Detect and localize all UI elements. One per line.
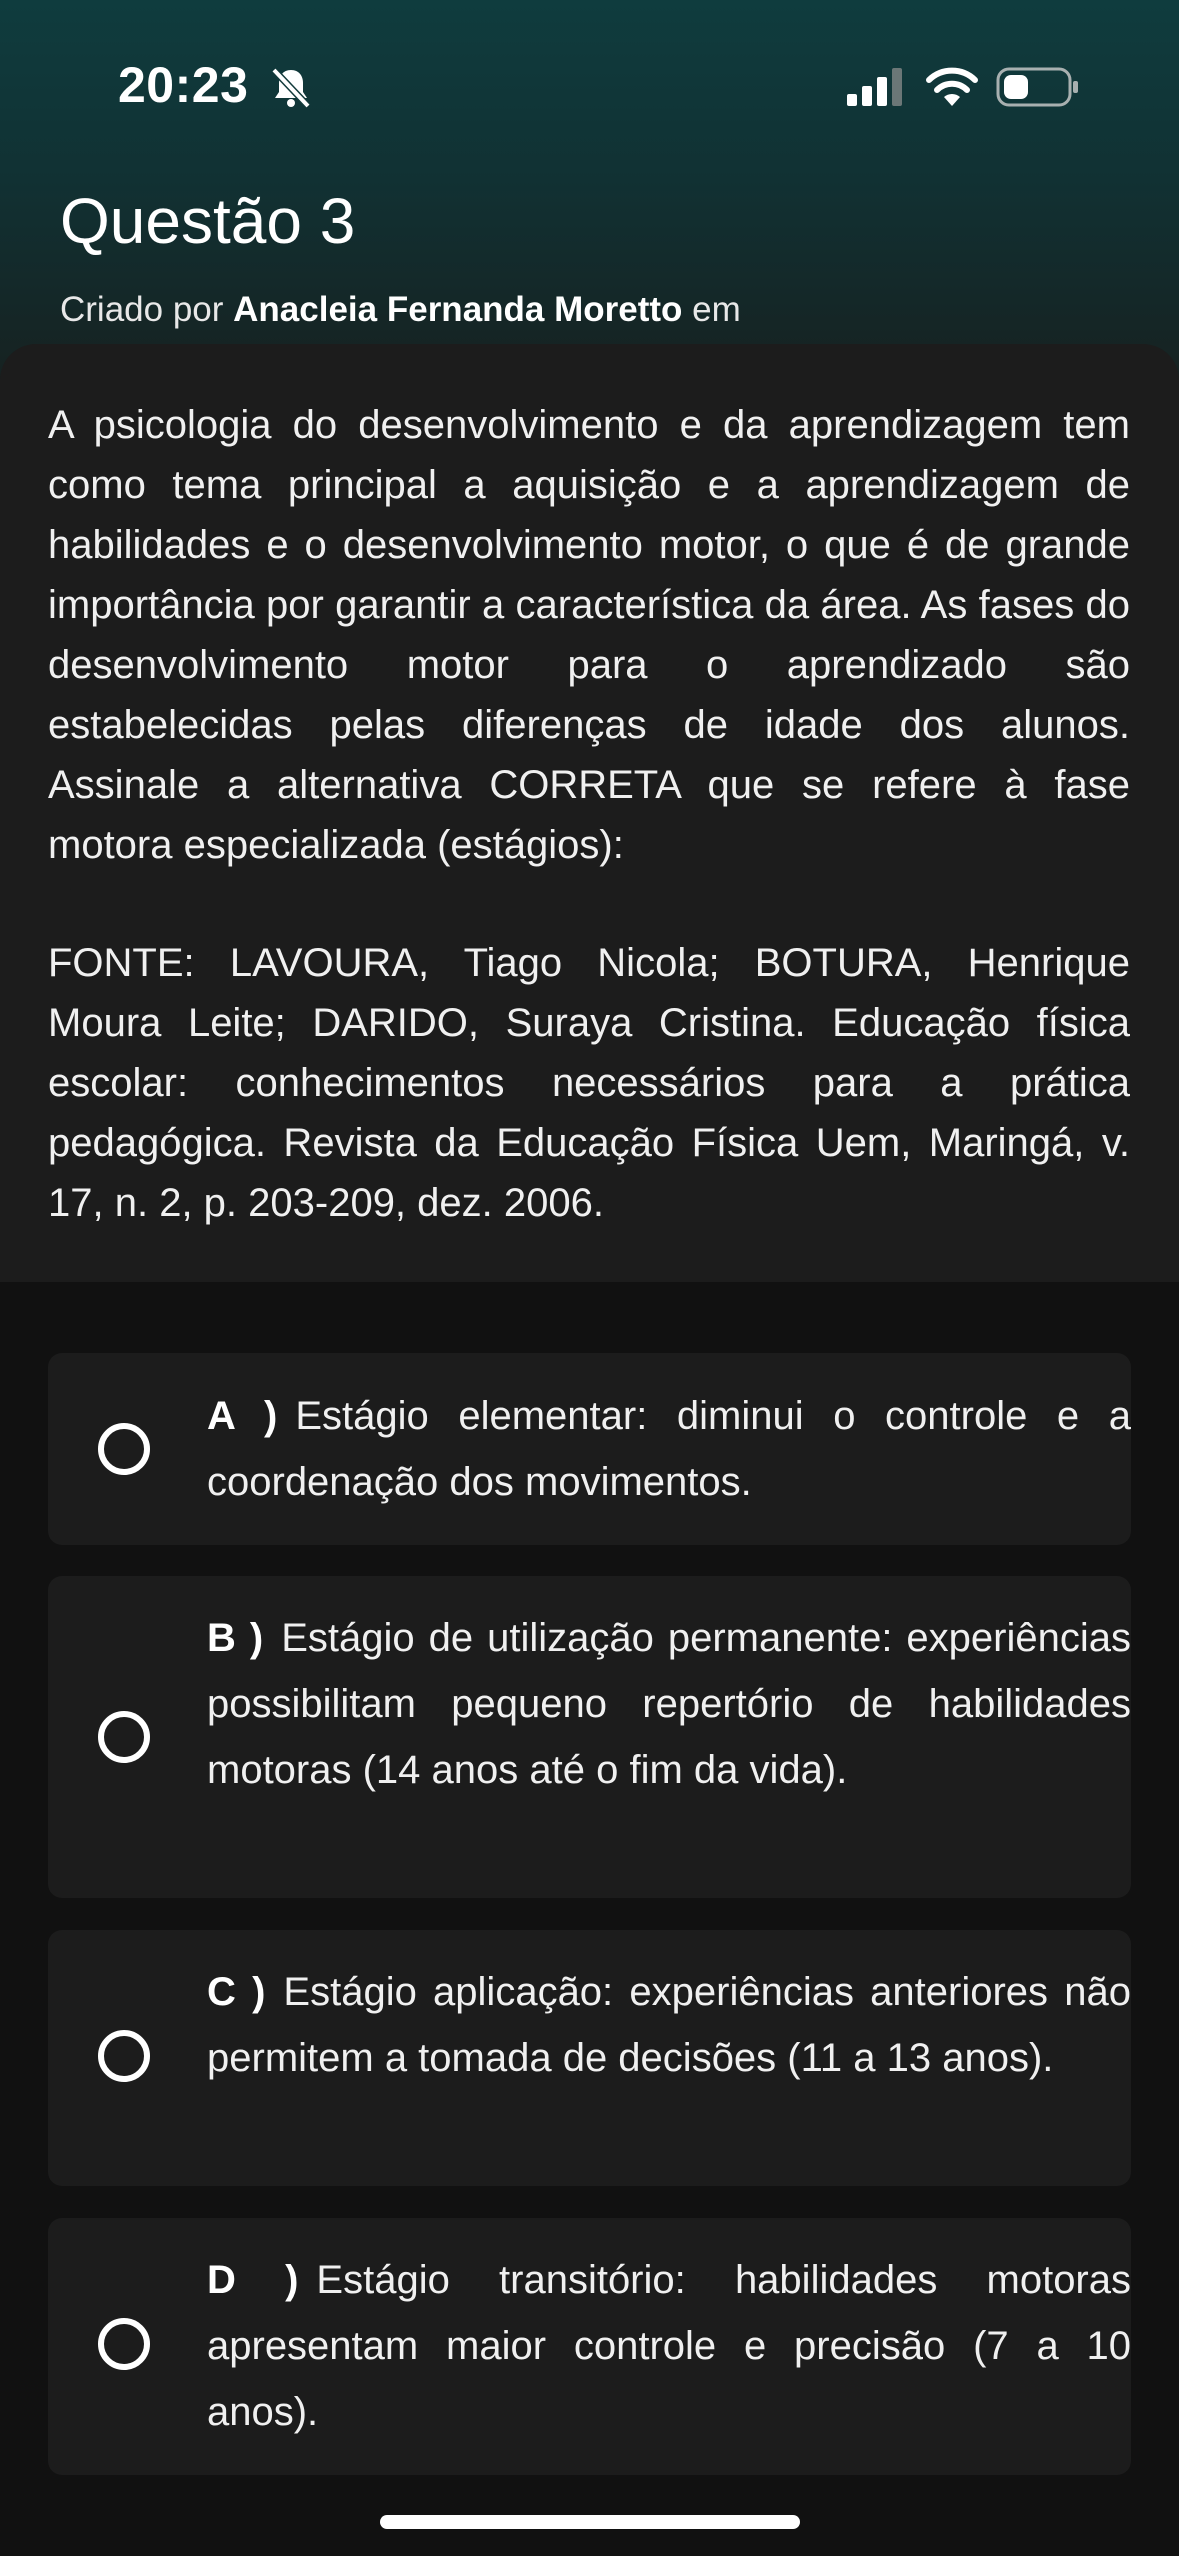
option-c[interactable] <box>48 1930 1131 2186</box>
question-statement: A psicologia do desenvolvimento e da aprendizagem tem como tema principal a aquisição e a aprendizagem de habilidades e o desenvolvimento motor, o que é de grande importância por garantir a característica da área. As fases do desenvolvimento motor para o aprendizado são estabelecidas pelas diferenças de idade dos alunos. Assinale a alternativa CORRETA que se refere à fase motora especializada (estágios): <box>48 403 1130 867</box>
signal-icon <box>845 66 905 108</box>
option-c-text[interactable] <box>207 1959 1131 2091</box>
option-letter: C ) <box>207 1970 266 2014</box>
status-time: 20:23 <box>118 57 249 113</box>
option-label: Estágio transitório: habilidades motoras apresentam maior controle e precisão (7 a 10 anos). <box>207 2258 1131 2434</box>
option-a[interactable] <box>48 1353 1131 1545</box>
home-indicator[interactable] <box>380 2515 800 2529</box>
option-label: Estágio de utilização permanente: experiências possibilitam pequeno repertório de habilidades motoras (14 anos até o fim da vida). <box>207 1616 1131 1792</box>
radio-circle-icon[interactable] <box>98 1423 150 1475</box>
question-text <box>48 395 1130 1233</box>
option-letter: D ) <box>207 2258 299 2302</box>
radio-circle-icon[interactable] <box>98 2030 150 2082</box>
creator-suffix: em <box>692 290 741 329</box>
battery-icon <box>996 66 1080 108</box>
radio-circle-icon[interactable] <box>98 2318 150 2370</box>
option-b[interactable] <box>48 1576 1131 1898</box>
option-letter: B ) <box>207 1616 264 1660</box>
creator-line <box>60 290 741 330</box>
bell-off-icon <box>268 64 314 110</box>
wifi-icon <box>924 64 980 108</box>
option-a-text[interactable] <box>207 1383 1131 1515</box>
option-d-text[interactable] <box>207 2247 1131 2445</box>
page-title: Questão 3 <box>60 185 356 257</box>
status-bar <box>0 0 1179 170</box>
option-b-text[interactable] <box>207 1605 1131 1803</box>
option-label: Estágio elementar: diminui o controle e a coordenação dos movimentos. <box>207 1394 1131 1504</box>
radio-circle-icon[interactable] <box>98 1711 150 1763</box>
creator-prefix: Criado por <box>60 290 224 329</box>
question-source: FONTE: LAVOURA, Tiago Nicola; BOTURA, Henrique Moura Leite; DARIDO, Suraya Cristina. Educação física escolar: conhecimentos necessários para a prática pedagógica. Revista da Educação Física Uem, Maringá, v. 17, n. 2, p. 203-209, dez. 2006. <box>48 941 1130 1225</box>
option-d[interactable] <box>48 2218 1131 2475</box>
creator-name: Anacleia Fernanda Moretto <box>233 290 683 329</box>
option-letter: A ) <box>207 1394 278 1438</box>
option-label: Estágio aplicação: experiências anteriores não permitem a tomada de decisões (11 a 13 anos). <box>207 1970 1131 2080</box>
